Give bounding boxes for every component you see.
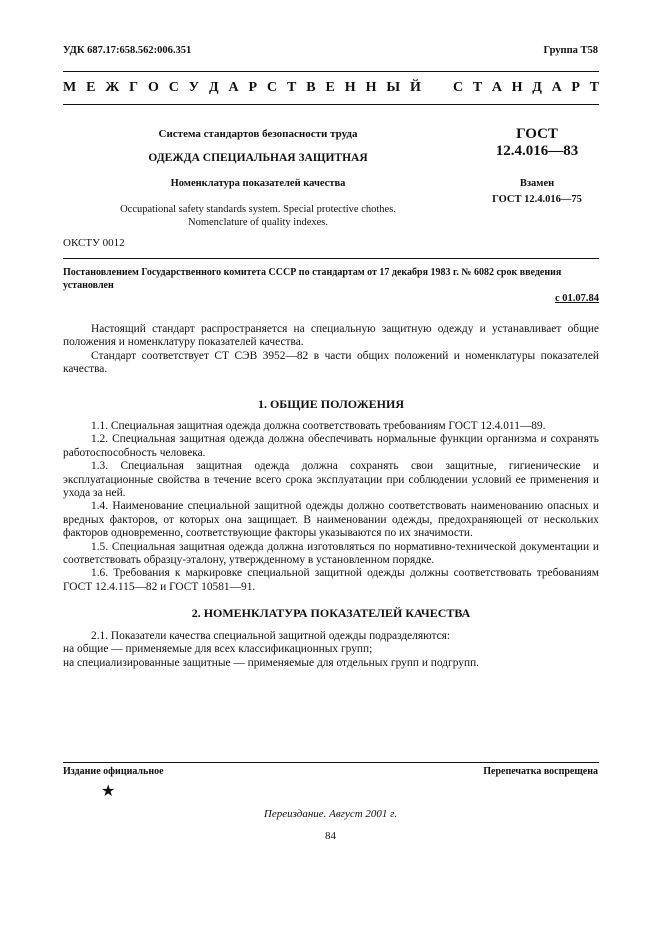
banner-letter: Р — [248, 80, 258, 95]
banner-letter: Д — [208, 80, 219, 95]
document-title: ОДЕЖДА СПЕЦИАЛЬНАЯ ЗАЩИТНАЯ — [148, 152, 368, 164]
banner-letter: Т — [287, 80, 297, 95]
reprint-prohibited-label: Перепечатка воспрещена — [483, 766, 598, 777]
gost-number: 12.4.016—83 — [495, 143, 579, 159]
banner-letter: О — [147, 80, 159, 95]
banner-letter: Е — [325, 80, 335, 95]
clause-1-1: 1.1. Специальная защитная одежда должна соответствовать требованиям ГОСТ 12.4.011—89. — [91, 420, 546, 432]
english-title — [63, 203, 453, 229]
banner-letter: С — [168, 80, 179, 95]
banner-letter: А — [228, 80, 239, 95]
classification-line: на специализированные защитные — применяемые для отдельных групп и подгрупп. — [63, 656, 480, 669]
decree-text: Постановлением Государственного комитета СССР по стандартам от 17 декабря 1983 г. № 6082 срок введения установлен — [63, 267, 562, 291]
group-code: Группа Т58 — [543, 45, 598, 56]
banner-letter: М — [63, 80, 77, 95]
banner-letter: Е — [86, 80, 96, 95]
clause-1-4: 1.4. Наименование специальной защитной одежды должно соответствовать наименованию опасных и вредных факторов, от которых она защищает. В наименовании одежды, предохраняющей от нескольких факторов одновременно, соответствующие факторы указываются по их значимости. — [63, 500, 599, 540]
top-rule — [63, 71, 599, 72]
official-edition-label: Издание официальное — [63, 766, 164, 777]
gost-label: ГОСТ — [516, 126, 558, 142]
banner-letter: Й — [410, 80, 421, 95]
intro-paragraph: Стандарт соответствует СТ СЭВ 3952—82 в части общих положений и номенклатуры показателей качества. — [63, 349, 599, 376]
english-title-line-1: Occupational safety standards system. Special protective chothes. — [120, 204, 396, 215]
clause-1-5: 1.5. Специальная защитная одежда должна изготовляться по нормативно-технической документации и соответствовать образцу-эталону, утвержденному в установленном порядке. — [63, 540, 599, 567]
banner-letter: Т — [472, 80, 483, 95]
page-number: 84 — [325, 830, 336, 842]
banner-letter: С — [267, 80, 278, 95]
banner-letter: Н — [365, 80, 377, 95]
banner-bottom-rule — [63, 104, 599, 105]
banner-word-interstate — [63, 80, 421, 96]
replaces-label: Взамен — [519, 178, 555, 189]
clause-1-2: 1.2. Специальная защитная одежда должна обеспечивать нормальные функции организма и сохранять работоспособность человека. — [63, 433, 599, 459]
star-icon: ★ — [101, 783, 116, 800]
udk-code: УДК 687.17:658.562:006.351 — [63, 45, 192, 56]
english-title-line-2: Nomenclature of quality indexes. — [188, 217, 328, 228]
okstu-code: ОКСТУ 0012 — [63, 237, 125, 249]
effective-date: с 01.07.84 — [554, 293, 599, 304]
standards-system-title: Система стандартов безопасности труда — [158, 128, 358, 140]
banner-letter: Ы — [386, 80, 401, 95]
section-1-body — [63, 420, 599, 594]
interstate-standard-banner — [63, 80, 599, 96]
clause-1-6: 1.6. Требования к маркировке специальной защитной одежды должны соответствовать требованиям ГОСТ 12.4.115—82 и ГОСТ 10581—91. — [63, 567, 599, 593]
document-subtitle: Номенклатура показателей качества — [170, 178, 346, 189]
banner-letter: Н — [344, 80, 356, 95]
banner-word-standard — [453, 80, 599, 96]
classification-line: на общие — применяемые для всех классификационных групп; — [63, 643, 373, 656]
banner-letter: Р — [571, 80, 580, 95]
banner-letter: Н — [511, 80, 523, 95]
banner-letter: Д — [532, 80, 542, 95]
banner-letter: А — [491, 80, 502, 95]
section-1-heading: 1. ОБЩИЕ ПОЛОЖЕНИЯ — [257, 397, 405, 411]
banner-letter: Ж — [105, 80, 120, 95]
section-2-body — [63, 630, 599, 670]
banner-letter: А — [551, 80, 562, 95]
reissue-note: Переиздание. Август 2001 г. — [263, 808, 398, 820]
replaced-standard: ГОСТ 12.4.016—75 — [492, 194, 582, 205]
section-2-heading: 2. НОМЕНКЛАТУРА ПОКАЗАТЕЛЕЙ КАЧЕСТВА — [191, 606, 471, 620]
introduction — [63, 323, 599, 377]
banner-letter: В — [306, 80, 316, 95]
intro-paragraph: Настоящий стандарт распространяется на специальную защитную одежду и устанавливает общие положения и номенклатуру показателей качества. — [63, 323, 599, 349]
banner-letter: С — [453, 80, 464, 95]
banner-letter: У — [188, 80, 200, 95]
footer-rule — [63, 762, 599, 763]
clause-1-3: 1.3. Специальная защитная одежда должна сохранять свои защитные, гигиенические и эксплуатационные свойства в течение всего срока эксплуатации при соблюдении условий ее применения и ухода за ней. — [63, 460, 599, 500]
banner-letter: Т — [589, 80, 599, 95]
clause-2-1: 2.1. Показатели качества специальной защитной одежды подразделяются: — [91, 630, 451, 642]
banner-letter: Г — [129, 80, 139, 95]
okstu-rule — [63, 258, 599, 259]
